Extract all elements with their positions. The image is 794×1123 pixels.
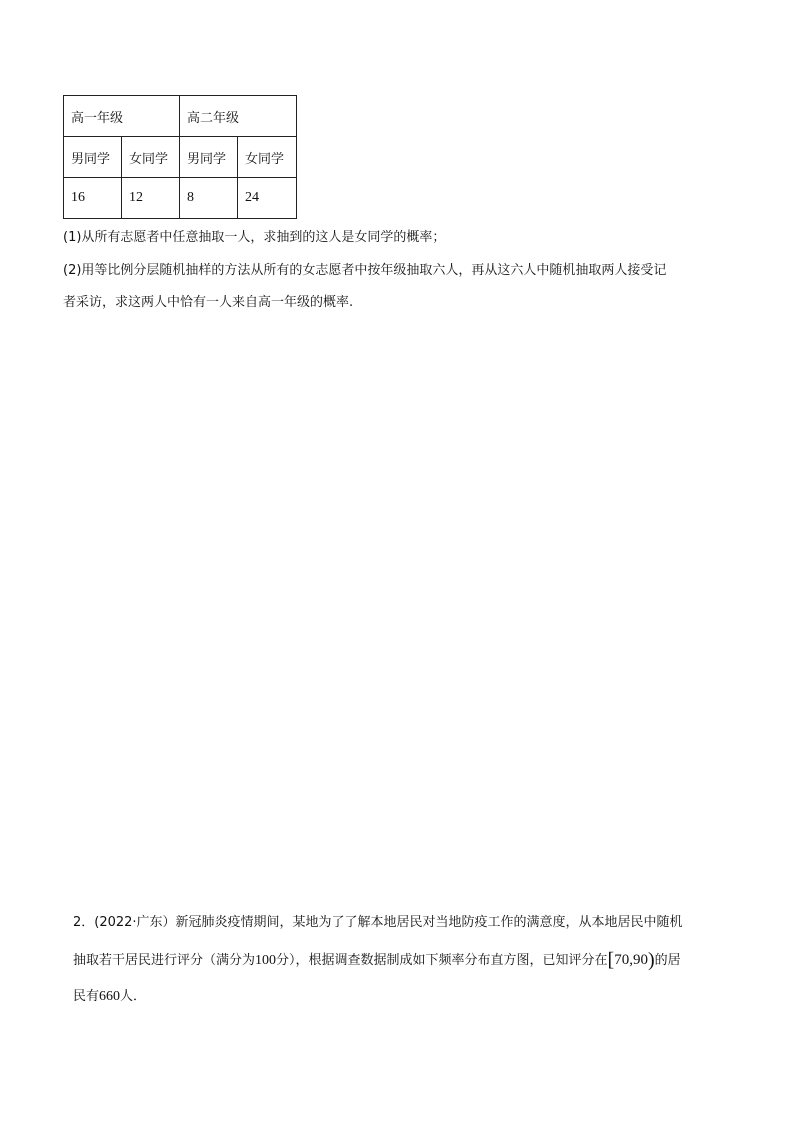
volunteer-table [63,95,297,219]
interval-open-bracket: [ [607,949,615,971]
interval-values: 70,90 [614,952,648,968]
resident-count: 660 [99,989,121,1004]
interval-close-bracket: ) [647,949,655,971]
table-cell: 24 [238,178,297,219]
question1-part1: (1)从所有志愿者中任意抽取一人，求抽到的这人是女同学的概率； [63,230,446,245]
question2-line2 [73,950,681,971]
question1-part2-line2: 者采访，求这两人中恰有一人来自高一年级的概率. [63,295,354,310]
table-cell: 8 [180,178,238,219]
question2-line3 [73,987,146,1007]
score-interval [607,949,655,971]
table-subheader-row [64,137,297,178]
table-subheader-cell: 男同学 [180,137,238,178]
table-cell: 12 [122,178,180,219]
question1-part2-line1: (2)用等比例分层随机抽样的方法从所有的女志愿者中按年级抽取六人，再从这六人中随机抽取两人接受记 [63,263,667,278]
question2-line3-text: 人． [120,989,147,1004]
table-subheader-cell: 男同学 [64,137,122,178]
table-subheader-cell: 女同学 [238,137,297,178]
question2-line2-text: 的居 [654,953,681,968]
question2-line3-text: 民有 [73,989,100,1004]
table-header-row [64,96,297,137]
table-cell: 16 [64,178,122,219]
full-score-value: 100 [255,953,277,968]
question2-line2-text: 抽取若干居民进行评分（满分为 [73,953,256,968]
table-subheader-cell: 女同学 [122,137,180,178]
question2-line1: 2．(2022·广东）新冠肺炎疫情期间，某地为了了解本地居民对当地防疫工作的满意度，从本地居民中随机 [73,915,683,930]
table-header-grade1: 高一年级 [64,96,180,137]
table-row [64,178,297,219]
table-header-grade2: 高二年级 [180,96,297,137]
question2-line2-text: 分），根据调查数据制成如下频率分布直方图，已知评分在 [276,953,608,968]
